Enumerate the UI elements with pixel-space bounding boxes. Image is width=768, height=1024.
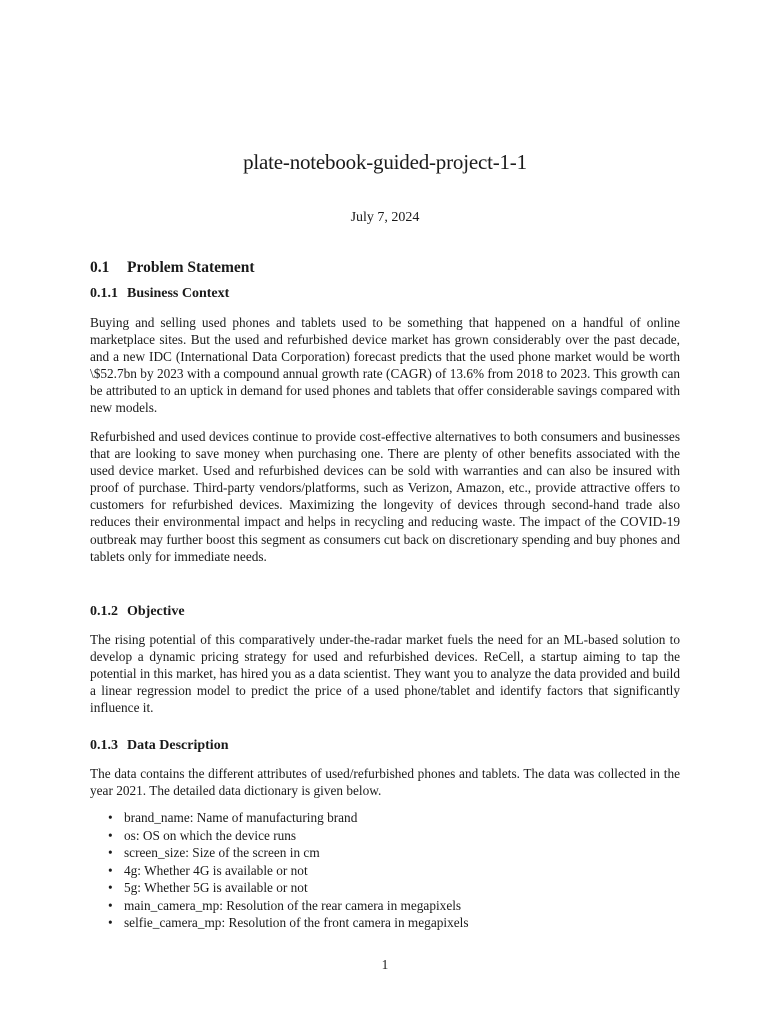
business-context-paragraph-1: Buying and selling used phones and tablets used to be something that happened on a handful of online marketplace sites. But the used and refurbished device market has grown considerably over the past decade, and a new IDC (International Data Corporation) forecast predicts that the used phone market would be worth \$52.7bn by 2023 with a compound annual growth rate (CAGR) of 13.6% from 2018 to 2023. This growth can be attributed to an uptick in demand for used phones and tablets that offer considerable savings compared with new models. [90, 315, 680, 416]
subsection-heading-objective [90, 604, 185, 620]
subsection-title: Data Description [127, 738, 229, 753]
subsection-heading-business-context [90, 286, 229, 302]
list-item-text: 5g: Whether 5G is available or not [124, 880, 308, 895]
bullet-icon: • [108, 810, 113, 825]
subsection-heading-data-description [90, 738, 229, 754]
document-date: July 7, 2024 [350, 210, 420, 225]
bullet-icon: • [108, 880, 113, 895]
list-item [90, 914, 469, 932]
list-item-text: brand_name: Name of manufacturing brand [124, 810, 358, 825]
document-title: plate-notebook-guided-project-1-1 [243, 150, 527, 174]
list-item-text: main_camera_mp: Resolution of the rear camera in megapixels [124, 897, 462, 913]
list-item [90, 844, 469, 862]
list-item-text: 4g: Whether 4G is available or not [124, 862, 308, 878]
bullet-icon: • [108, 915, 113, 930]
bullet-icon: • [108, 827, 113, 843]
data-description-paragraph: The data contains the different attributes of used/refurbished phones and tablets. The data was collected in the year 2021. The detailed data dictionary is given below. [90, 766, 680, 799]
list-item-text: screen_size: Size of the screen in cm [124, 845, 320, 860]
section-number: 0.1 [90, 259, 110, 276]
bullet-icon: • [108, 862, 113, 878]
objective-paragraph: The rising potential of this comparatively under-the-radar market fuels the need for an ML-based solution to develop a dynamic pricing strategy for used and refurbished devices. ReCell, a startup aiming to tap the potential in this market, has hired you as a data scientist. They want you to analyze the data provided and build a linear regression model to predict the price of a used phone/tablet and identify factors that significantly influence it. [90, 632, 680, 716]
business-context-paragraph-2: Refurbished and used devices continue to provide cost-effective alternatives to both consumers and businesses that are looking to save money when purchasing one. There are plenty of other benefits associated with the used device market. Used and refurbished devices can be sold with warranties and can also be insured with proof of purchase. Third-party vendors/platforms, such as Verizon, Amazon, etc., provide attractive offers to customers for refurbished devices. Maximizing the longevity of devices through second-hand trade also reduces their environmental impact and helps in recycling and reducing waste. The impact of the COVID-19 outbreak may further boost this segment as consumers cut back on discretionary spending and buy phones and tablets only for immediate needs. [90, 429, 680, 564]
list-item [90, 862, 469, 880]
list-item-text: selfie_camera_mp: Resolution of the front camera in megapixels [124, 915, 469, 930]
subsection-number: 0.1.2 [90, 604, 118, 619]
list-item-text: os: OS on which the device runs [124, 827, 297, 843]
subsection-number: 0.1.1 [90, 286, 118, 301]
subsection-title: Objective [127, 604, 185, 619]
section-heading [90, 259, 255, 277]
section-title: Problem Statement [127, 259, 255, 276]
list-item [90, 809, 469, 827]
bullet-icon: • [108, 845, 113, 860]
subsection-title: Business Context [127, 286, 230, 301]
page-number: 1 [381, 957, 389, 972]
data-dictionary-list [90, 809, 469, 932]
list-item [90, 827, 469, 845]
bullet-icon: • [108, 897, 113, 913]
subsection-number: 0.1.3 [90, 738, 118, 753]
list-item [90, 897, 469, 915]
list-item [90, 879, 469, 897]
